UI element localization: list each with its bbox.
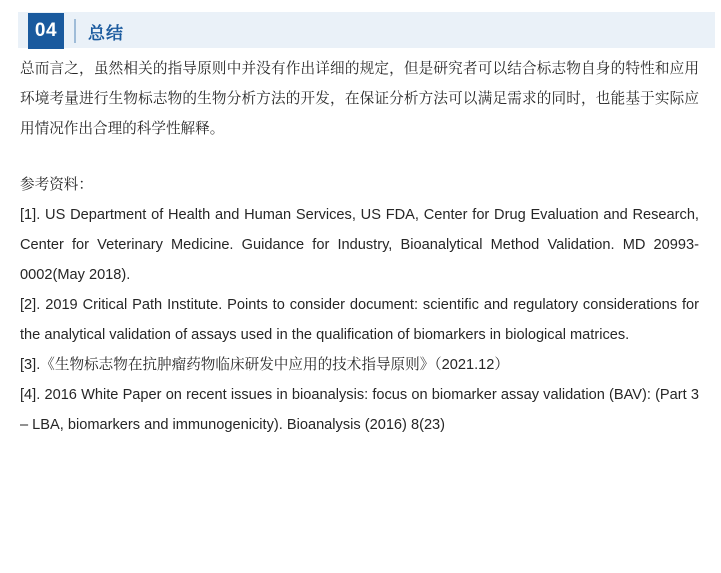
section-title: 总结	[88, 23, 124, 43]
section-number-badge: 04	[28, 13, 64, 49]
references-label: 参考资料：	[20, 177, 93, 193]
document-body	[0, 54, 721, 440]
summary-paragraph: 总而言之，虽然相关的指导原则中并没有作出详细的规定，但是研究者可以结合标志物自身的特性和应用环境考量进行生物标志物的生物分析方法的开发，在保证分析方法可以满足需求的同时，也能基于实际应用情况作出合理的科学性解释。	[20, 61, 699, 137]
reference-item: [3].《生物标志物在抗肿瘤药物临床研发中应用的技术指导原则》（2021.12）	[20, 357, 509, 373]
section-header	[0, 8, 721, 54]
header-divider	[74, 19, 76, 43]
reference-item: [4]. 2016 White Paper on recent issues in bioanalysis: focus on biomarker assay validation (BAV): (Part 3 – LBA, biomarkers and immunogenicity). Bioanalysis (2016) 8(23)	[20, 387, 699, 433]
reference-item: [2]. 2019 Critical Path Institute. Points to consider document: scientific and regulatory considerations for the analytical validation of assays used in the qualification of biomarkers in biological matrices.	[20, 297, 699, 343]
reference-item: [1]. US Department of Health and Human Services, US FDA, Center for Drug Evaluation and Research, Center for Veterinary Medicine. Guidance for Industry, Bioanalytical Method Validation. MD 20993-0002(May 2018).	[20, 207, 699, 283]
document-page	[0, 8, 721, 573]
